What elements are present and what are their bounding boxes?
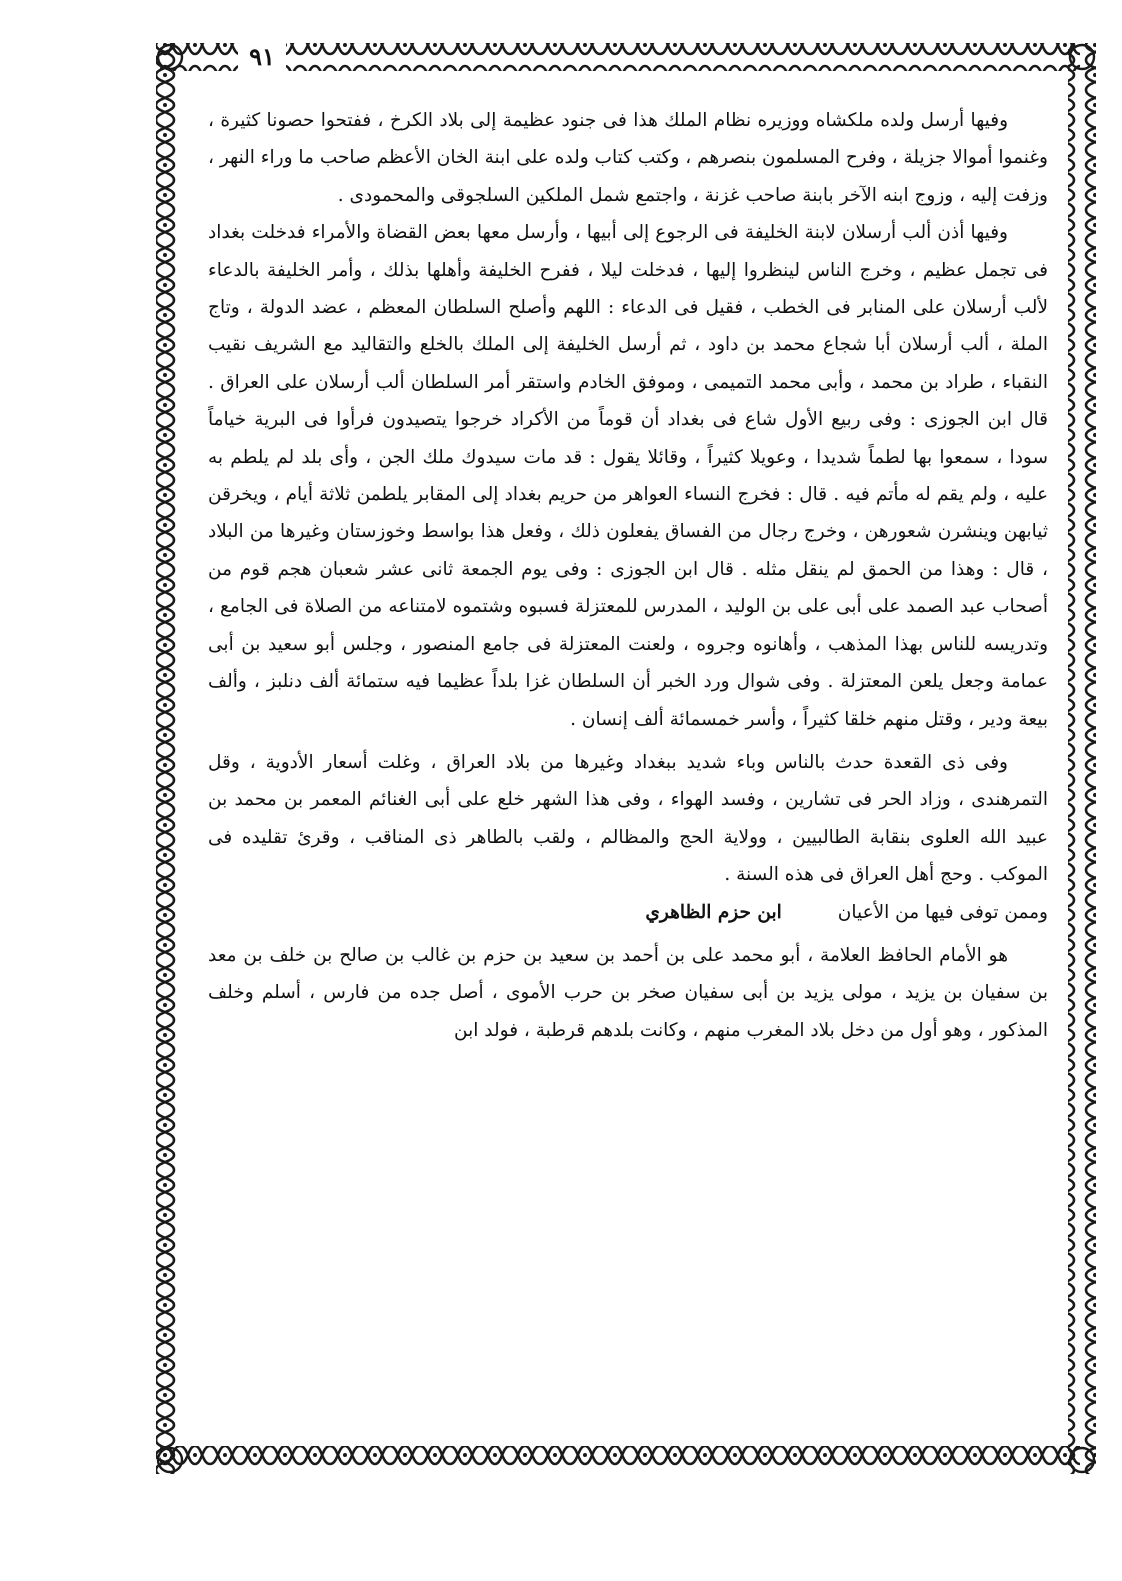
paragraph-2: وفيها أذن ألب أرسلان لابنة الخليفة فى الرجوع إلى أبيها ، وأرسل معها بعض القضاة والأمراء فدخلت بغداد فى تجمل عظيم ، وخرج الناس لينظروا إليها ، فدخلت ليلا ، ففرح الخليفة وأهلها بذلك ، وأمر الخليفة بالدعاء لألب أرسلان على المنابر فى الخطب ، فقيل فى الدعاء : اللهم وأصلح السلطان المعظم ، عضد الدولة ، وتاج الملة ، ألب أرسلان أبا شجاع محمد بن داود ، ثم أرسل الخليفة إلى الملك بالخلع والتقاليد مع الشريف نقيب النقباء ، طراد بن محمد ، وأبى محمد التميمى ، وموفق الخادم واستقر أمر السلطان ألب أرسلان على العراق . قال ابن الجوزى : وفى ربيع الأول شاع فى بغداد أن قوماً من الأكراد خرجوا يتصيدون فرأوا فى البرية خياماً سودا ، سمعوا بها لطماً شديدا ، وعويلا كثيراً ، وقائلا يقول : قد مات سيدوك ملك الجن ، وأى بلد لم يلطم به عليه ، ولم يقم له مأتم فيه . قال : فخرج النساء العواهر من حريم بغداد إلى المقابر يلطمن ثلاثة أيام ، ويخرقن ثيابهن وينشرن شعورهن ، وخرج رجال من الفساق يفعلون ذلك ، وفعل هذا بواسط وخوزستان وغيرها من البلاد ، قال : وهذا من الحمق لم ينقل مثله . قال ابن الجوزى : وفى يوم الجمعة ثانى عشر شعبان هجم قوم من أصحاب عبد الصمد على أبى على بن الوليد ، المدرس للمعتزلة فسبوه وشتموه لامتناعه من الصلاة فى الجامع ، وتدريسه للناس بهذا المذهب ، وأهانوه وجروه ، ولعنت المعتزلة فى جامع المنصور ، وجلس أبو سعيد بن أبى عمامة وجعل يلعن المعتزلة . وفى شوال ورد الخبر أن السلطان غزا بلداً عظيما فيه ستمائة ألف دنلبز ، وألف بيعة ودير ، وقتل منهم خلقا كثيراً ، وأسر خمسمائة ألف إنسان . bbox=[208, 222, 1048, 730]
border-top bbox=[160, 43, 1080, 71]
border-bottom bbox=[160, 1446, 1080, 1474]
main-text bbox=[208, 102, 1048, 1049]
border-left bbox=[156, 43, 184, 1474]
paragraph-1: وفيها أرسل ولده ملكشاه ووزيره نظام الملك هذا فى جنود عظيمة إلى بلاد الكرخ ، ففتحوا حصونا كثيرة ، وغنموا أموالا جزيلة ، وفرح المسلمون بنصرهم ، وكتب كتاب ولده على ابنة الخان الأعظم صاحب ما وراء النهر ، وزفت إليه ، وزوج ابنه الآخر بابنة صاحب غزنة ، واجتمع شمل الملكين السلجوقى والمحمودى . bbox=[207, 110, 1048, 206]
obituary-title: ابن حزم الظاهري bbox=[645, 901, 782, 923]
paragraph-3: وفى ذى القعدة حدث بالناس وباء شديد ببغداد وغيرها من بلاد العراق ، وغلت أسعار الأدوية ، وقل التمرهندى ، وزاد الحر فى تشارين ، وفسد الهواء ، وفى هذا الشهر خلع على أبى الغنائم المعمر بن محمد بن عبيد الله العلوى بنقابة الطالبيين ، وولاية الحج والمظالم ، ولقب بالطاهر ذى المناقب ، وقرئ تقليده فى الموكب . وحج أهل العراق فى هذه السنة . bbox=[208, 751, 1048, 886]
obituary-intro: وممن توفى فيها من الأعيان bbox=[837, 901, 1048, 923]
page-number: ٩١ bbox=[238, 40, 286, 74]
obituary-body: هو الأمام الحافظ العلامة ، أبو محمد على بن أحمد بن سعيد بن حزم بن غالب بن صالح بن خلف بن معد بن سفيان بن يزيد ، مولى يزيد بن أبى سفيان صخر بن حرب الأموى ، أصل جده من فارس ، أسلم وخلف المذكور ، وهو أول من دخل بلاد المغرب منهم ، وكانت بلدهم قرطبة ، فولد ابن bbox=[208, 944, 1048, 1041]
obituary-heading bbox=[208, 894, 1048, 931]
border-right bbox=[1068, 43, 1096, 1474]
